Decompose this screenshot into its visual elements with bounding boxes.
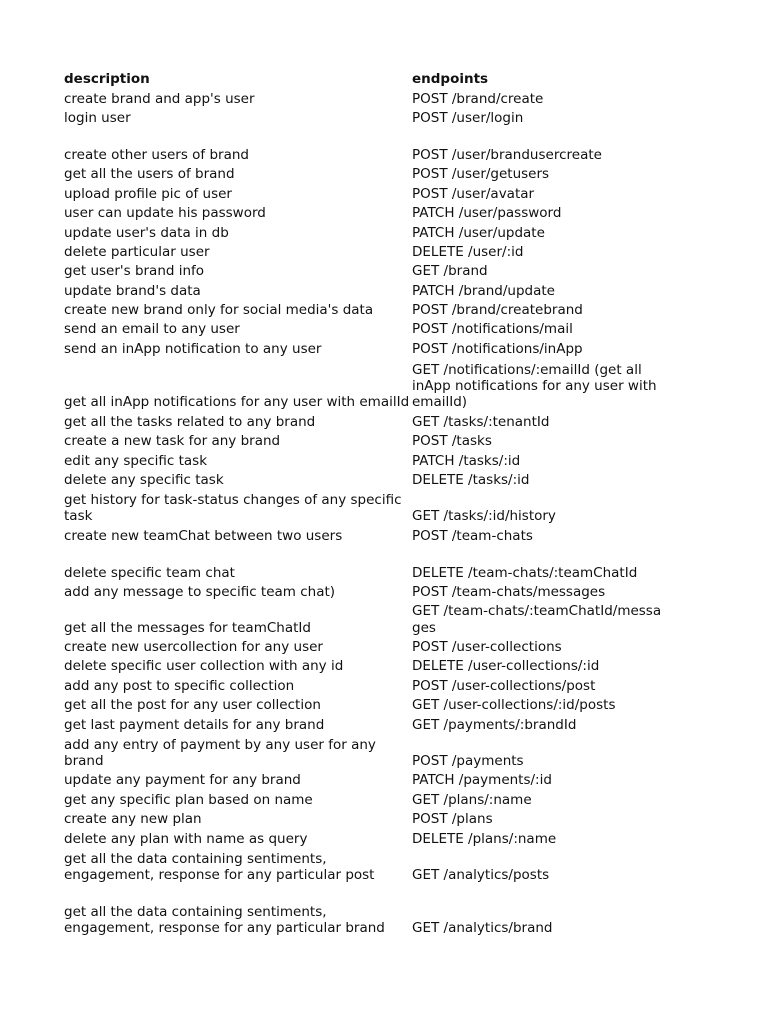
row-endpoint: POST /brand/create bbox=[412, 90, 544, 107]
header-description: description bbox=[64, 71, 150, 88]
row-endpoint: GET /analytics/brand bbox=[412, 920, 553, 937]
row-endpoint: PATCH /tasks/:id bbox=[412, 452, 521, 469]
row-endpoint: GET /payments/:brandId bbox=[412, 716, 577, 733]
row-description: get user's brand info bbox=[64, 263, 205, 280]
table-row bbox=[64, 281, 664, 300]
row-description: update brand's data bbox=[64, 282, 201, 299]
table-row bbox=[64, 526, 664, 545]
row-endpoint: POST /payments bbox=[412, 752, 524, 769]
table-row bbox=[64, 222, 664, 241]
row-description: create brand and app's user bbox=[64, 90, 255, 107]
table-row bbox=[64, 108, 664, 127]
row-endpoint: POST /team-chats bbox=[412, 527, 533, 544]
table-row bbox=[64, 714, 664, 733]
row-description: get any specific plan based on name bbox=[64, 791, 313, 808]
table-row bbox=[64, 261, 664, 280]
table-row bbox=[64, 300, 664, 319]
row-endpoint: POST /team-chats/messages bbox=[412, 584, 606, 601]
table-row bbox=[64, 431, 664, 450]
table-row bbox=[64, 676, 664, 695]
row-endpoint: PATCH /brand/update bbox=[412, 282, 555, 299]
row-description: create new teamChat between two users bbox=[64, 527, 343, 544]
table-row bbox=[64, 164, 664, 183]
table-row bbox=[64, 450, 664, 469]
row-description: user can update his password bbox=[64, 205, 266, 222]
table-row bbox=[64, 339, 664, 358]
row-description: get all the users of brand bbox=[64, 166, 235, 183]
row-description: update user's data in db bbox=[64, 224, 229, 241]
table-row bbox=[64, 695, 664, 714]
row-description: update any payment for any brand bbox=[64, 772, 301, 789]
table-row bbox=[64, 319, 664, 338]
table-row bbox=[64, 809, 664, 828]
row-endpoint: POST /notifications/inApp bbox=[412, 340, 583, 357]
blank-row bbox=[64, 127, 664, 145]
row-description: get all the data containing sentiments, engagement, response for any particular brand bbox=[64, 904, 385, 937]
row-endpoint: GET /plans/:name bbox=[412, 791, 532, 808]
table-row bbox=[64, 145, 664, 164]
table-row bbox=[64, 563, 664, 582]
row-endpoint: DELETE /tasks/:id bbox=[412, 472, 530, 489]
row-description: send an email to any user bbox=[64, 321, 240, 338]
row-endpoint: POST /notifications/mail bbox=[412, 321, 573, 338]
row-description: delete any specific task bbox=[64, 472, 224, 489]
row-description: add any message to specific team chat) bbox=[64, 584, 336, 601]
row-description: create new usercollection for any user bbox=[64, 639, 323, 655]
row-endpoint: PATCH /user/update bbox=[412, 224, 545, 241]
row-description: create any new plan bbox=[64, 811, 202, 828]
table-row bbox=[64, 828, 664, 847]
row-description: get all the post for any user collection bbox=[64, 697, 321, 714]
row-endpoint: POST /user/brandusercreate bbox=[412, 146, 602, 163]
row-description: login user bbox=[64, 109, 131, 126]
row-endpoint: POST /user-collections/post bbox=[412, 677, 596, 694]
row-endpoint: DELETE /plans/:name bbox=[412, 830, 557, 847]
row-description: get all the data containing sentiments, engagement, response for any particular post bbox=[64, 850, 375, 883]
row-description: get all inApp notifications for any user with emailId bbox=[64, 394, 410, 411]
table-row bbox=[64, 88, 664, 107]
row-description: upload profile pic of user bbox=[64, 185, 232, 202]
row-description: add any post to specific collection bbox=[64, 677, 295, 694]
row-description: get history for task-status changes of any specific task bbox=[64, 492, 402, 525]
row-endpoint: GET /team-chats/:teamChatId/messages bbox=[412, 603, 662, 636]
row-description: create new brand only for social media's data bbox=[64, 302, 374, 319]
table-row bbox=[64, 412, 664, 431]
blank-row bbox=[64, 884, 664, 902]
row-endpoint: DELETE /team-chats/:teamChatId bbox=[412, 564, 638, 581]
row-endpoint: GET /user-collections/:id/posts bbox=[412, 697, 616, 714]
row-description: delete specific user collection with any id bbox=[64, 658, 344, 675]
row-endpoint: GET /tasks/:id/history bbox=[412, 508, 556, 525]
table-row bbox=[64, 362, 664, 412]
table-row bbox=[64, 492, 664, 525]
row-description: get all the tasks related to any brand bbox=[64, 413, 316, 430]
row-description: create a new task for any brand bbox=[64, 433, 281, 450]
row-description: delete any plan with name as query bbox=[64, 830, 308, 847]
endpoints-table bbox=[64, 69, 664, 938]
row-description: add any entry of payment by any user for any brand bbox=[64, 736, 376, 769]
table-row bbox=[64, 851, 664, 884]
row-description: get all the messages for teamChatId bbox=[64, 619, 311, 636]
row-description: delete specific team chat bbox=[64, 564, 235, 581]
table-row bbox=[64, 904, 664, 937]
row-endpoint: POST /user/getusers bbox=[412, 166, 550, 183]
row-endpoint: PATCH /payments/:id bbox=[412, 772, 552, 789]
table-row bbox=[64, 203, 664, 222]
row-endpoint: POST /tasks bbox=[412, 433, 492, 450]
table-row bbox=[64, 637, 664, 656]
row-description: send an inApp notification to any user bbox=[64, 340, 322, 357]
row-endpoint: POST /user/avatar bbox=[412, 185, 535, 202]
table-header-row bbox=[64, 69, 664, 88]
row-endpoint: GET /tasks/:tenantId bbox=[412, 413, 550, 430]
blank-row bbox=[64, 545, 664, 563]
row-endpoint: POST /user-collections bbox=[412, 639, 562, 655]
row-endpoint: PATCH /user/password bbox=[412, 205, 562, 222]
row-endpoint: POST /user/login bbox=[412, 109, 524, 126]
table-row bbox=[64, 603, 664, 636]
table-row bbox=[64, 790, 664, 809]
table-row bbox=[64, 656, 664, 675]
row-endpoint: GET /brand bbox=[412, 263, 488, 280]
row-endpoint: DELETE /user/:id bbox=[412, 243, 524, 260]
row-endpoint: DELETE /user-collections/:id bbox=[412, 658, 600, 675]
row-endpoint: POST /brand/createbrand bbox=[412, 302, 583, 319]
table-row bbox=[64, 470, 664, 489]
row-description: get last payment details for any brand bbox=[64, 716, 325, 733]
table-row bbox=[64, 737, 664, 770]
row-endpoint: GET /notifications/:emailId (get all inApp notifications for any user with emailId) bbox=[412, 362, 657, 411]
row-description: create other users of brand bbox=[64, 146, 249, 163]
table-row bbox=[64, 582, 664, 601]
table-row bbox=[64, 770, 664, 789]
row-description: edit any specific task bbox=[64, 452, 208, 469]
table-row bbox=[64, 184, 664, 203]
header-endpoints: endpoints bbox=[412, 71, 489, 88]
row-endpoint: GET /analytics/posts bbox=[412, 866, 550, 883]
row-description: delete particular user bbox=[64, 243, 210, 260]
table-row bbox=[64, 242, 664, 261]
row-endpoint: POST /plans bbox=[412, 811, 493, 828]
